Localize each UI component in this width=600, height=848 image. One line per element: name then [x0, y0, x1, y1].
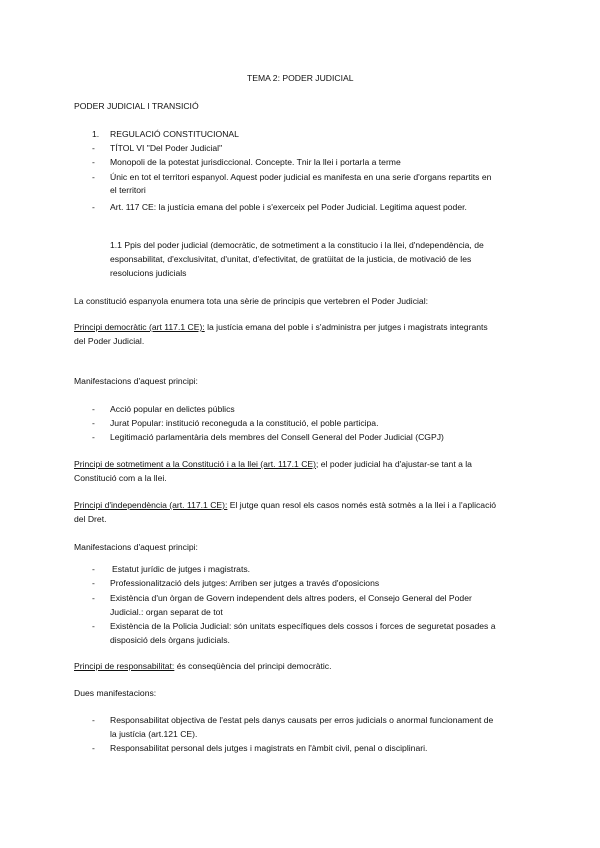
principle-responsabilitat [74, 661, 332, 672]
list-item: Professionalització dels jutges: Arriben ser jutges a través d'oposicions [110, 578, 380, 588]
subsection-line: esponsabilitat, d'exclusivitat, d'unitat, d'efectivitat, de gratüitat de la justicia, de motivació de les [110, 254, 472, 264]
list-item: Responsabilitat personal dels jutges i magistrats en l'àmbit civil, penal o disciplinari. [110, 743, 428, 753]
principle-text-continuation: Constitució com a la llei. [74, 473, 167, 483]
list-item: Jurat Popular: institució reconeguda a la constitució, el poble participa. [110, 418, 379, 428]
bullet-dash: - [92, 202, 95, 212]
list-item: Art. 117 CE: la justícia emana del poble i s'exerceix pel Poder Judicial. Legitima aquest poder. [110, 202, 467, 212]
bullet-dash: - [92, 157, 95, 167]
bullet-dash: - [92, 578, 95, 588]
list-item-continuation: la justícia (art.121 CE). [110, 729, 198, 739]
principle-label: Principi de sotmetiment a la Constitució i a la llei (art. 117.1 CE) [74, 459, 317, 469]
numbered-item-text: REGULACIÓ CONSTITUCIONAL [110, 129, 239, 139]
section-heading: PODER JUDICIAL I TRANSICIÓ [74, 101, 199, 111]
principle-text: és conseqüència del principi democràtic. [174, 661, 332, 671]
bullet-dash: - [92, 743, 95, 753]
bullet-dash: - [92, 432, 95, 442]
dues-heading: Dues manifestacions: [74, 688, 157, 698]
principle-text: El jutge quan resol els casos només està sotmès a la llei i a l'aplicació [227, 500, 497, 510]
list-item-continuation: disposició dels òrgans judicials. [110, 635, 230, 645]
bullet-dash: - [92, 593, 95, 603]
principle-sotmetiment [74, 459, 472, 470]
principle-label: Principi d'independència (art. 117.1 CE): [74, 500, 228, 510]
document-title: TEMA 2: PODER JUDICIAL [247, 73, 354, 83]
principle-label: Principi democràtic (art 117.1 CE): [74, 322, 205, 332]
manifestations-heading: Manifestacions d'aquest principi: [74, 542, 198, 552]
manifestations-heading: Manifestacions d'aquest principi: [74, 376, 198, 386]
principle-text-continuation: del Dret. [74, 514, 107, 524]
bullet-dash: - [92, 715, 95, 725]
principle-text: la justícia emana del poble i s'administra per jutges i magistrats integrants [204, 322, 488, 332]
principle-democratic [74, 322, 488, 333]
bullet-dash: - [92, 143, 95, 153]
list-item: Estatut jurídic de jutges i magistrats. [112, 564, 251, 574]
bullet-dash: - [92, 564, 95, 574]
subsection-line: resolucions judicials [110, 268, 187, 278]
list-item-continuation: Judicial.: organ separat de tot [110, 607, 223, 617]
list-item: Acció popular en delictes públics [110, 404, 235, 414]
principle-label: Principi de responsabilitat: [74, 661, 175, 671]
principle-text-continuation: del Poder Judicial. [74, 336, 145, 346]
list-item: Existència de la Policia Judicial: són unitats específiques dels cossos i forces de seguretat posades a [110, 621, 496, 631]
bullet-dash: - [92, 621, 95, 631]
intro-paragraph: La constitució espanyola enumera tota una sèrie de principis que vertebren el Poder Judicial: [74, 296, 428, 306]
list-item: TÍTOL VI "Del Poder Judicial" [110, 143, 223, 153]
subsection-line: 1.1 Ppis del poder judicial (democràtic, de sotmetiment a la constitucio i la llei, d'ndependència, de [110, 240, 484, 250]
numbered-item-number: 1. [92, 129, 100, 139]
bullet-dash: - [92, 404, 95, 414]
list-item-continuation: el territori [110, 185, 146, 195]
principle-independencia [74, 500, 496, 511]
list-item: Monopoli de la potestat jurisdiccional. Concepte. Tnir la llei i portarla a terme [110, 157, 401, 167]
list-item: Legitimació parlamentària dels membres del Consell General del Poder Judicial (CGPJ) [110, 432, 444, 442]
list-item: Únic en tot el territori espanyol. Aquest poder judicial es manifesta en una serie d'organs repartits en [110, 172, 492, 182]
list-item: Existència d'un òrgan de Govern independent dels altres poders, el Consejo General del Poder [110, 593, 472, 603]
bullet-dash: - [92, 418, 95, 428]
bullet-dash: - [92, 172, 95, 182]
principle-text: ; el poder judicial ha d'ajustar-se tant a la [316, 459, 472, 469]
list-item: Responsabilitat objectiva de l'estat pels danys causats per erros judicials o anormal funcionament de [110, 715, 494, 725]
